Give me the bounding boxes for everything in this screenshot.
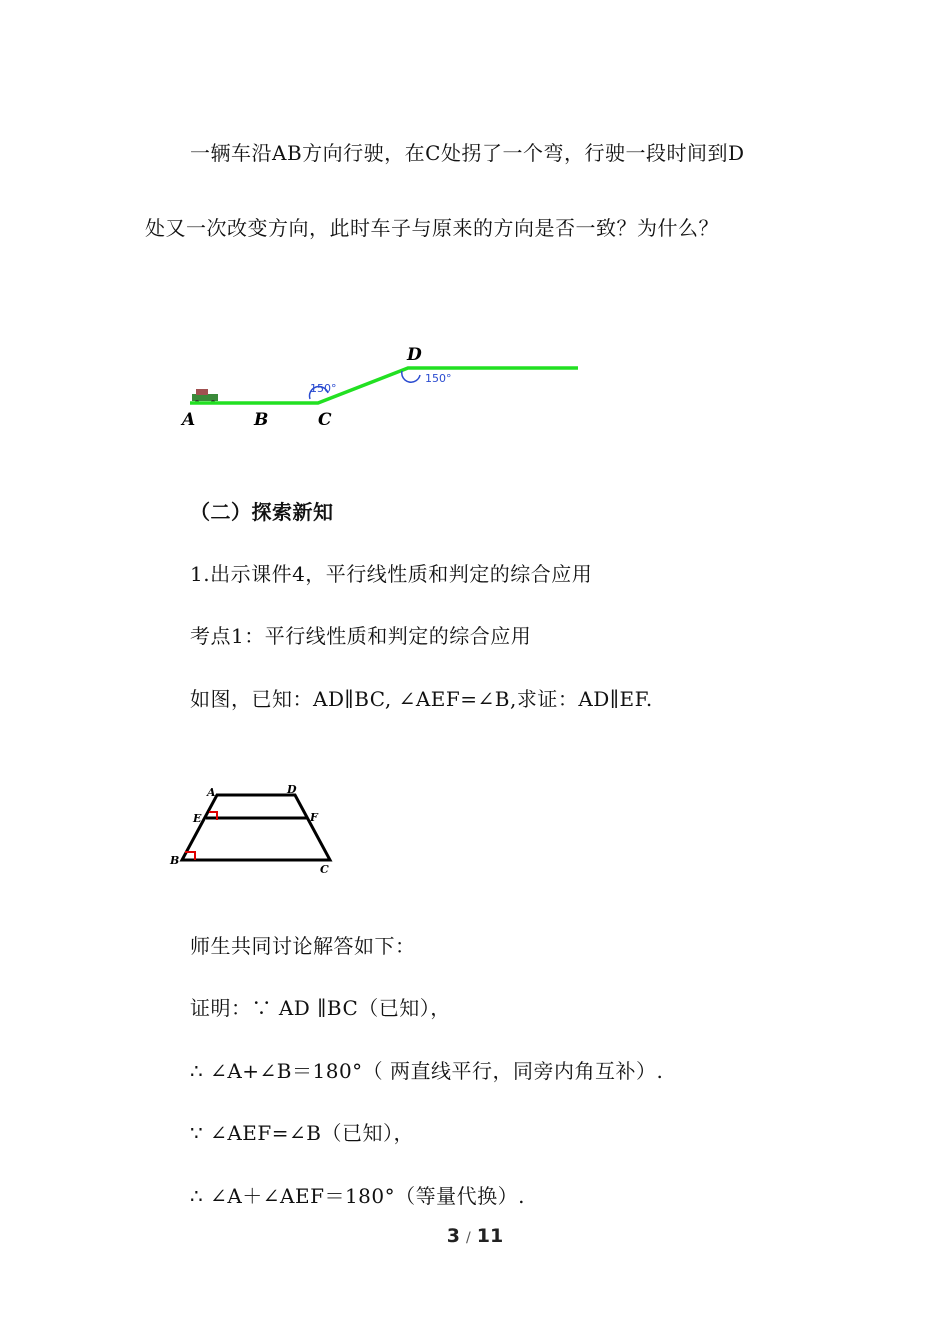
point-label-d: D	[407, 345, 422, 365]
point-label-f2: F	[310, 811, 318, 824]
section-heading: （二）探索新知	[190, 500, 334, 524]
proof-line-1: 证明：∵ AD ∥BC（已知），	[190, 996, 451, 1020]
point-label-a2: A	[207, 786, 216, 799]
kaodian-text: 考点1：平行线性质和判定的综合应用	[190, 624, 532, 648]
proof-line-2: ∴ ∠A+∠B＝180°（ 两直线平行，同旁内角互补）.	[190, 1059, 664, 1083]
page-current: 3	[446, 1225, 461, 1247]
point-label-c: C	[318, 410, 332, 430]
car-path-figure	[170, 335, 590, 435]
path-line	[190, 368, 578, 403]
angle-arc-d	[402, 371, 420, 382]
proof-line-3: ∵ ∠AEF=∠B（已知），	[190, 1121, 414, 1145]
problem-statement: 如图，已知：AD∥BC, ∠AEF=∠B,求证：AD∥EF.	[190, 687, 653, 711]
trapezoid-abcd	[182, 795, 330, 860]
discussion-text: 师生共同讨论解答如下：	[190, 934, 416, 958]
trapezoid-figure	[165, 775, 345, 880]
proof-line-4: ∴ ∠A＋∠AEF＝180°（等量代换）.	[190, 1184, 525, 1208]
page-separator: /	[466, 1230, 471, 1246]
point-label-d2: D	[287, 783, 297, 796]
point-label-e2: E	[193, 812, 202, 825]
problem-text-line-2: 处又一次改变方向，此时车子与原来的方向是否一致？为什么？	[145, 216, 719, 240]
point-label-c2: C	[320, 863, 329, 876]
point-label-b: B	[254, 410, 269, 430]
step-1-text: 1.出示课件4，平行线性质和判定的综合应用	[190, 562, 593, 586]
angle-label-d: 150°	[425, 372, 452, 385]
point-label-a: A	[182, 410, 196, 430]
problem-text-line-1: 一辆车沿AB方向行驶，在C处拐了一个弯，行驶一段时间到D	[190, 141, 745, 165]
page-total: 11	[476, 1225, 504, 1247]
point-label-b2: B	[170, 854, 180, 867]
angle-label-c: 150°	[310, 382, 337, 395]
page-number	[0, 1225, 950, 1247]
